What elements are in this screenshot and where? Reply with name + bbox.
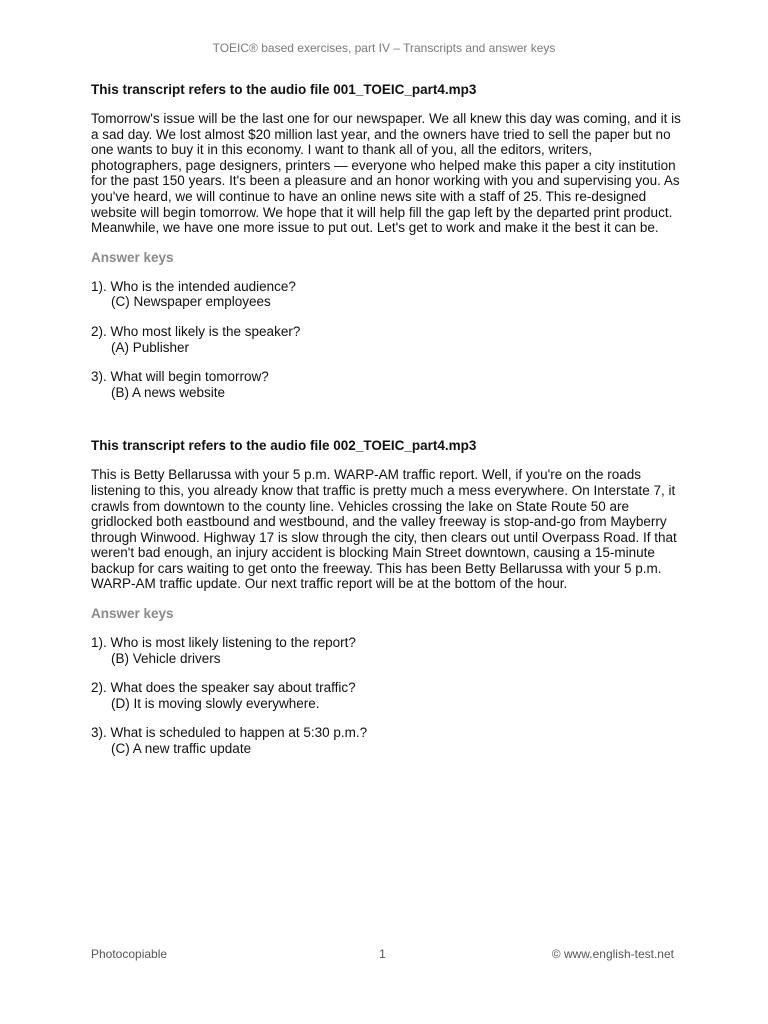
- footer-copyright: © www.english-test.net: [551, 947, 674, 961]
- answer: (C) A new traffic update: [111, 741, 252, 757]
- question: 3). What is scheduled to happen at 5:30 p.m.?: [91, 725, 368, 741]
- question: 1). Who is the intended audience?: [91, 278, 296, 294]
- qa-item: [91, 680, 681, 711]
- footer-photocopiable: Photocopiable: [91, 947, 168, 961]
- transcript-text: Tomorrow's issue will be the last one for our newspaper. We all knew this day was coming, and it is a sad day. We lost almost $20 million last year, and the owners have tried to sell the paper but no one wants to buy it in this economy. I want to thank all of you, all the editors, writers, photographers, page designers, printers — everyone who helped make this paper a city institution for the past 150 years. It's been a pleasure and an honor working with you and supervising you. As you've heard, we will continue to have an online news site with a staff of 25. This re-designed website will begin tomorrow. We hope that it will help fill the gap left by the departed print product. Meanwhile, we have one more issue to put out. Let's get to work and make it the best it can be.: [91, 111, 681, 236]
- qa-item: [91, 324, 681, 355]
- document-body: [91, 82, 681, 771]
- page-header: TOEIC® based exercises, part IV – Transcripts and answer keys: [212, 41, 556, 55]
- qa-item: [91, 725, 681, 756]
- question: 2). What does the speaker say about traffic?: [91, 680, 356, 696]
- transcript-section-1: [91, 82, 681, 400]
- page-number: 1: [379, 947, 386, 961]
- answer: (B) Vehicle drivers: [111, 650, 221, 666]
- answer-keys-heading: Answer keys: [91, 606, 174, 622]
- question: 2). Who most likely is the speaker?: [91, 323, 301, 339]
- question: 1). Who is most likely listening to the report?: [91, 635, 356, 651]
- question: 3). What will begin tomorrow?: [91, 369, 269, 385]
- answer: (C) Newspaper employees: [111, 294, 271, 310]
- answer: (D) It is moving slowly everywhere.: [111, 695, 320, 711]
- section-title: This transcript refers to the audio file 002_TOEIC_part4.mp3: [91, 438, 477, 454]
- qa-item: [91, 635, 681, 666]
- qa-item: [91, 279, 681, 310]
- qa-item: [91, 369, 681, 400]
- transcript-text: This is Betty Bellarussa with your 5 p.m. WARP-AM traffic report. Well, if you're on the roads listening to this, you already know that traffic is pretty much a mess everywhere. On Interstate 7, it crawls from downtown to the county line. Vehicles crossing the lake on State Route 50 are gridlocked both eastbound and westbound, and the valley freeway is stop-and-go from Mayberry through Winwood. Highway 17 is slow through the city, then clears out until Overpass Road. If that weren't bad enough, an injury accident is blocking Main Street downtown, causing a 15-minute backup for cars waiting to get onto the freeway. This has been Betty Bellarussa with your 5 p.m. WARP-AM traffic update. Our next traffic report will be at the bottom of the hour.: [91, 467, 677, 592]
- section-title: This transcript refers to the audio file 001_TOEIC_part4.mp3: [91, 82, 477, 97]
- section-spacer: [91, 414, 681, 438]
- answer: (B) A news website: [111, 384, 226, 400]
- transcript-section-2: [91, 438, 681, 756]
- answer-keys-heading: Answer keys: [91, 249, 174, 265]
- answer: (A) Publisher: [111, 339, 190, 355]
